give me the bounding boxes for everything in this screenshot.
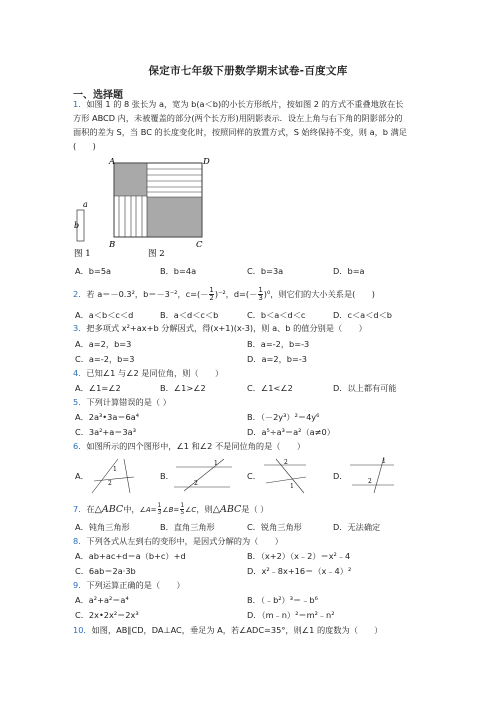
q6-figure-d — [348, 455, 396, 495]
q1-text1: 如图 1 的 8 张长为 a，宽为 b(a＜b)的小长方形纸片，按如图 2 的方式不重叠地放在长 — [86, 99, 404, 109]
q5-option-b[interactable]: B．（－2y³）²＝4y⁶ — [247, 412, 320, 422]
q2-text-a: 若 a＝－0.3²，b＝－3⁻²，c=(－ — [86, 289, 209, 299]
q9-option-a[interactable]: A．a²+a²＝a⁴ — [75, 595, 129, 605]
q9-text: 下列运算正确的是（ ） — [86, 580, 185, 590]
q8-option-a[interactable]: A．ab+ac+d＝a（b+c）+d — [75, 551, 186, 561]
q6-option-b[interactable]: B． — [160, 471, 174, 481]
q9-number: 9． — [73, 580, 87, 590]
q2-option-d[interactable]: D．c＜a＜d＜b — [333, 310, 392, 320]
fig2-label-a: A — [109, 157, 116, 167]
q6-option-a[interactable]: A． — [75, 471, 89, 481]
q7-option-c[interactable]: C．锐角三角形 — [247, 522, 302, 532]
fig2-label-c: C — [196, 240, 203, 250]
q7-text-d: 是（ ） — [241, 504, 269, 514]
q6a-angle1-label: 1 — [113, 466, 117, 473]
q10-text: 如图，AB∥CD，DA⊥AC，垂足为 A，若∠ADC=35°，则∠1 的度数为（ ） — [91, 625, 383, 635]
q8-option-c[interactable]: C．6ab＝2a·3b — [75, 566, 136, 576]
q2-line — [73, 287, 375, 302]
q7-text-a: 在 — [86, 504, 95, 514]
q4-option-d[interactable]: D．以上都有可能 — [333, 383, 397, 393]
q7-option-b[interactable]: B．直角三角形 — [160, 522, 215, 532]
fig2-bottom-strips — [114, 196, 147, 237]
fig2-label-b: B — [109, 240, 116, 250]
q9-line — [73, 580, 185, 591]
fig2-shade-bottom-right — [147, 197, 202, 237]
q1-option-a[interactable]: A．b=5a — [75, 266, 112, 276]
q2-number: 2． — [73, 289, 87, 299]
q5-option-a[interactable]: A．2a³•3a＝6a⁴ — [75, 412, 140, 422]
q6d-angle2-label: 2 — [368, 478, 372, 485]
q6-line — [73, 441, 305, 452]
q1-line3: 面积的差为 S，当 BC 的长度变化时，按照同样的放置方式，S 始终保持不变，则 a，b 满足 — [73, 127, 407, 137]
section-heading: 一、选择题 — [73, 90, 123, 101]
q3-option-d[interactable]: D．a=2，b=-3 — [247, 354, 307, 364]
q7-cond-b: ∠B= — [162, 506, 180, 514]
q9-option-b[interactable]: B．（﹣b²）³＝﹣b⁶ — [247, 595, 318, 605]
q6b-angle1-label: 1 — [214, 460, 218, 467]
q1-option-d[interactable]: D．b=a — [333, 266, 365, 276]
q4-text: 已知∠1 与∠2 是同位角，则（ ） — [86, 368, 224, 378]
q2-option-a[interactable]: A．a＜b＜c＜d — [75, 310, 134, 320]
fig1-label-a: a — [83, 200, 88, 209]
q7-frac2: $\frac{1}{5}$ — [180, 502, 185, 516]
q1-option-b[interactable]: B．b=4a — [160, 266, 197, 276]
q7-option-a[interactable]: A．钝角三角形 — [75, 522, 130, 532]
q3-option-c[interactable]: C．a=-2，b=3 — [75, 354, 135, 364]
q8-line — [73, 536, 283, 547]
q5-option-c[interactable]: C．3a²+a＝3a³ — [75, 427, 136, 437]
fig1-caption: 图 1 — [74, 249, 91, 259]
q7-frac1: $\frac{1}{3}$ — [157, 502, 162, 516]
q7-text-c: ，则 — [196, 504, 213, 514]
q3-option-b[interactable]: B．a=-2，b=-3 — [247, 339, 310, 349]
fig2-caption: 图 2 — [148, 249, 165, 259]
q4-line — [73, 368, 223, 379]
q1-figure — [72, 154, 212, 260]
q4-number: 4． — [73, 368, 87, 378]
q8-option-b[interactable]: B．（x+2）（x﹣2）＝x²﹣4 — [247, 551, 351, 561]
q6-option-d[interactable]: D． — [333, 471, 348, 481]
q2-text-c: )⁰，则它们的大小关系是( ) — [263, 289, 375, 299]
q1-line4: ( ) — [73, 141, 96, 151]
q1-number: 1． — [73, 99, 87, 109]
q9-option-d[interactable]: D．（m﹣n）²＝m²﹣n² — [247, 610, 335, 620]
q8-number: 8． — [73, 536, 87, 546]
q5-text: 下列计算错误的是（ ） — [86, 397, 171, 407]
q7-option-d[interactable]: D．无法确定 — [333, 522, 381, 532]
fig2-shade-top-left — [114, 163, 147, 196]
q10-number: 10． — [73, 625, 92, 635]
q3-line — [73, 323, 367, 334]
q2-option-c[interactable]: C．b＜a＜d＜c — [247, 310, 306, 320]
q6-figure-c — [262, 455, 308, 495]
q4-option-a[interactable]: A．∠1=∠2 — [75, 383, 121, 393]
q5-line — [73, 397, 171, 408]
q6-text: 如图所示的四个图形中，∠1 和∠2 不是同位角的是（ ） — [86, 441, 306, 451]
q3-option-a[interactable]: A．a=2，b=3 — [75, 339, 132, 349]
q3-text: 把多项式 x²+ax+b 分解因式，得(x+1)(x-3)，则 a、b 的值分别是（ ） — [86, 323, 367, 333]
q1-option-c[interactable]: C．b=3a — [247, 266, 284, 276]
q1-line1 — [73, 99, 404, 110]
q6c-angle1-label: 1 — [290, 483, 294, 490]
q4-option-c[interactable]: C．∠1<∠2 — [247, 383, 293, 393]
q3-number: 3． — [73, 323, 87, 333]
q7-text-b: 中， — [123, 504, 140, 514]
q9-option-c[interactable]: C．2x•2x²＝2x³ — [75, 610, 139, 620]
page-title: 保定市七年级下册数学期末试卷-百度文库 — [148, 65, 348, 77]
q6-number: 6． — [73, 441, 87, 451]
q7-line — [73, 503, 268, 516]
q7-triangle-2: △ABC — [212, 504, 242, 515]
q7-number: 7． — [73, 504, 87, 514]
q4-option-b[interactable]: B．∠1>∠2 — [160, 383, 206, 393]
q6-figure-b — [172, 457, 234, 493]
q8-text: 下列各式从左到右的变形中，是因式分解的为（ ） — [86, 536, 283, 546]
q6-option-c[interactable]: C． — [247, 471, 261, 481]
q6c-angle2-label: 2 — [284, 459, 288, 466]
q2-option-b[interactable]: B．a＜d＜c＜b — [160, 310, 219, 320]
q7-cond-c: ∠C — [185, 506, 197, 514]
q2-text-b: )⁻²，d=(－ — [214, 289, 258, 299]
q6-figure-a — [88, 457, 136, 495]
fig2-label-d: D — [203, 157, 210, 167]
q7-cond-a: ∠A= — [139, 506, 157, 514]
q5-option-d[interactable]: D．a⁵÷a³＝a²（a≠0） — [247, 427, 335, 437]
fig1-label-b: b — [74, 221, 80, 230]
q1-line2: 方形 ABCD 内，未被覆盖的部分(两个长方形)用阴影表示．设左上角与右下角的阴影部分的 — [73, 113, 403, 123]
q6d-angle1-label: 1 — [382, 458, 386, 465]
q10-line — [73, 625, 382, 636]
fig2-top-strips — [147, 163, 202, 197]
q2-frac2: $\frac{1}{3}$ — [258, 286, 263, 302]
q7-triangle: △ABC — [94, 504, 124, 515]
q6a-angle2-label: 2 — [108, 480, 112, 487]
q2-frac1: $\frac{1}{2}$ — [209, 286, 214, 302]
q6b-angle2-label: 2 — [194, 480, 198, 487]
q5-number: 5． — [73, 397, 87, 407]
q8-option-d[interactable]: D．x²﹣8x+16＝（x﹣4）² — [247, 566, 352, 576]
